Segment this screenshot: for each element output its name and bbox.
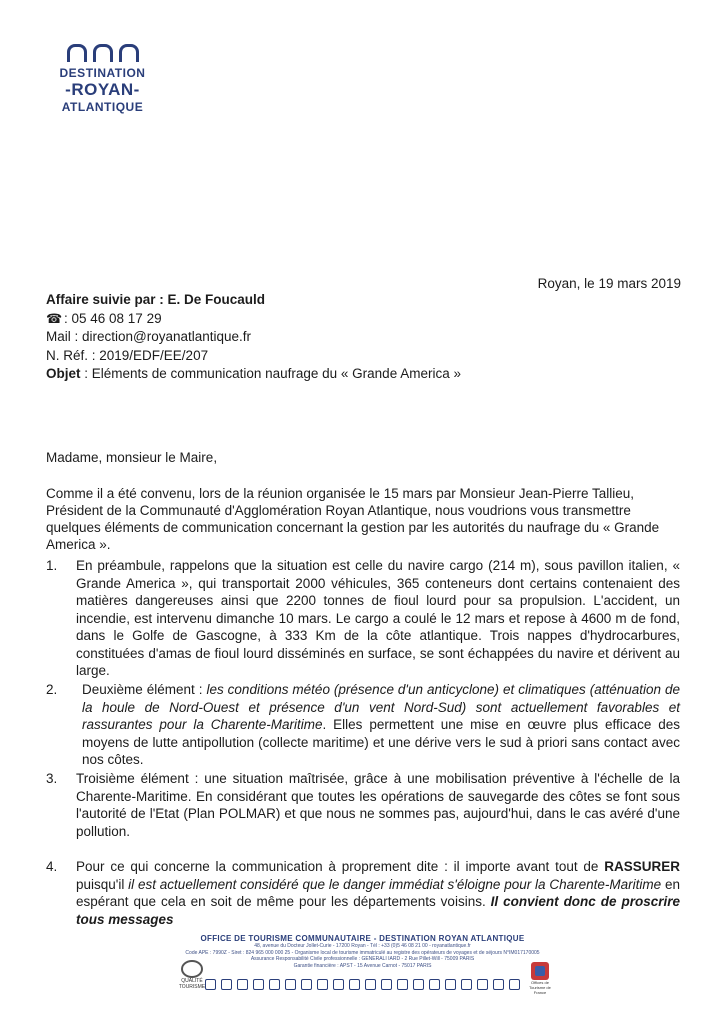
- letter-footer: [175, 934, 550, 990]
- salutation: Madame, monsieur le Maire,: [46, 450, 218, 465]
- footer-address: 48, avenue du Docteur Jollet-Curie - 17200 Royan - Tél : +33 (0)5 46 08 21 00 - royanatlantique.fr: [254, 943, 471, 949]
- point-text: En préambule, rappelons que la situation est celle du navire cargo (214 m), sous pavillon italien, « Grande America », qui transportait 2000 véhicules, 365 conteneurs dont certains contenaient des matières dangereuses ainsi que 2200 tonnes de fioul lourd pour sa propulsion. L'accident, un incendie, est intervenu dimanche 10 mars. Le cargo a coulé le 12 mars et repose à 4600 m de fond, dans le Golfe de Gascogne, à 333 Km de la côte atlantique. Trois nappes d'hydrocarbures, constituées d'amas de fioul lourd disséminés en surface, se sont échappées du navire et dérivent au large.: [76, 558, 680, 678]
- destination-royan-logo: [55, 44, 150, 114]
- point-number: 1.: [46, 558, 58, 573]
- point-2: [46, 681, 680, 769]
- point-4: [46, 858, 680, 928]
- offices-tourisme-icon: [531, 962, 549, 980]
- point-text: [82, 681, 680, 769]
- point-lead: Deuxième élément :: [82, 682, 207, 697]
- point-bold-italic: Il convient donc de proscrire tous messages: [76, 894, 680, 927]
- point-1: [46, 557, 680, 680]
- point-rest: en espérant que cela en soit de même pour les départements voisins.: [76, 876, 680, 909]
- mail-line: Mail : direction@royanatlantique.fr: [46, 329, 252, 344]
- letter-date: Royan, le 19 mars 2019: [537, 276, 681, 291]
- logo-line-2: -ROYAN-: [65, 80, 140, 99]
- reference-line: N. Réf. : 2019/EDF/EE/207: [46, 347, 209, 363]
- point-bold: RASSURER: [604, 859, 680, 874]
- phone-number: : 05 46 08 17 29: [64, 310, 162, 326]
- objet-line: [46, 365, 461, 384]
- qualite-tourisme-icon: [181, 960, 203, 978]
- letter-header: [46, 291, 461, 384]
- qualite-tourisme-label: QUALITÉ TOURISME: [178, 978, 206, 990]
- objet-label: Objet: [46, 366, 81, 381]
- objet-text: : Eléments de communication naufrage du « Grande America »: [80, 366, 461, 381]
- point-number: 4.: [46, 859, 58, 874]
- offices-tourisme-logo: [527, 962, 553, 995]
- logo-mark-icon: [55, 44, 150, 64]
- qualite-tourisme-logo: [178, 960, 206, 990]
- phone-icon: ☎: [46, 310, 63, 326]
- intro-paragraph: Comme il a été convenu, lors de la réunion organisée le 15 mars par Monsieur Jean-Pierre Tallieu, Président de la Communauté d'Agglomération Royan Atlantique, nous voudrions vous transmettre quelques éléments de communication concernant la gestion par les autorités du naufrage du « Grande America ».: [46, 486, 660, 552]
- point-italic: il est actuellement considéré que le danger immédiat s'éloigne pour la Charente-Maritime: [128, 876, 662, 892]
- footer-legal: Code APE : 7990Z - Siret : 824 965 000 000 25 - Organisme local de tourisme immatriculé au registre des opérateurs de voyages et de séjours N°IM017170005: [185, 949, 540, 956]
- affaire-suivie-label: Affaire suivie par : E. De Foucauld: [46, 292, 266, 307]
- point-rest: . Elles permettent une mise en œuvre plus efficace des moyens de lutte antipollution (collecte maritime) et une dérive vers le sud à priori sans contact avec nos côtes.: [82, 717, 680, 767]
- point-number: 2.: [46, 682, 58, 697]
- point-italic: les conditions météo (présence d'un anticyclone) et climatiques (atténuation de la houle de Nord-Ouest et présence d'un vent Nord-Sud) sont actuellement favorables et rassurantes pour la Charente-Maritime: [82, 682, 680, 732]
- footer-pictograms-icon: [175, 979, 550, 990]
- offices-tourisme-label: Offices de Tourisme de France: [529, 980, 551, 995]
- footer-title: OFFICE DE TOURISME COMMUNAUTAIRE - DESTINATION ROYAN ATLANTIQUE: [200, 934, 525, 943]
- footer-guarantee: Garantie financière : APST - 15 Avenue Carnot - 75017 PARIS: [293, 962, 432, 969]
- point-mid: puisqu'il: [76, 876, 129, 892]
- point-3: [46, 770, 680, 840]
- point-text: [76, 858, 680, 928]
- point-lead: Pour ce qui concerne la communication à proprement dite : il importe avant tout de: [76, 859, 605, 874]
- point-number: 3.: [46, 771, 58, 786]
- footer-insurance: Assurance Responsabilité Civile professionnelle : GENERALI IARD - 2 Rue Pillet-Will - 75009 PARIS: [250, 956, 475, 962]
- logo-line-1: DESTINATION: [59, 66, 146, 80]
- point-text: Troisième élément : une situation maîtrisée, grâce à une mobilisation préventive à l'échelle de la Charente-Maritime. En considérant que toutes les opérations de sauvegarde des côtes se font sous l'autorité de l'Etat (Plan POLMAR) et que nous ne sommes pas, aujourd'hui, dans le cas avéré d'une pollution.: [76, 771, 680, 839]
- logo-line-3: ATLANTIQUE: [61, 100, 144, 114]
